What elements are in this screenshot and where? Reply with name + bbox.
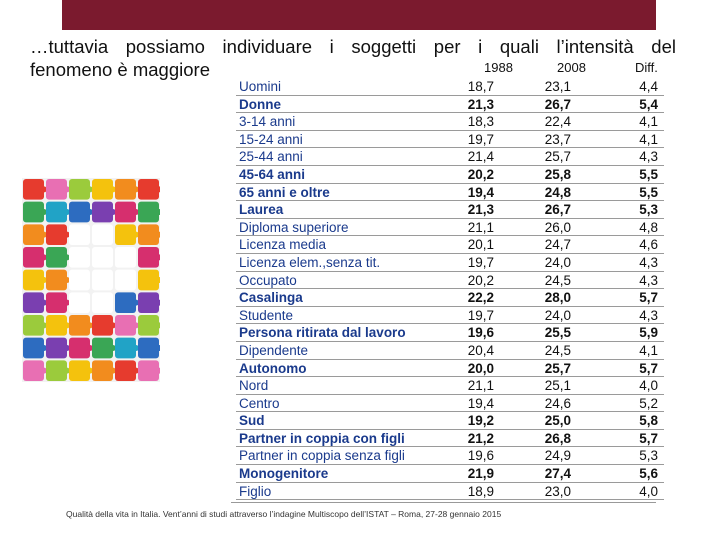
value-1988: 21,9 — [467, 466, 494, 482]
table-row — [236, 377, 664, 395]
puzzle-piece — [138, 360, 159, 381]
table-row — [236, 483, 664, 501]
puzzle-piece — [69, 202, 90, 223]
table-row — [236, 219, 664, 237]
value-1988: 19,4 — [467, 184, 494, 200]
value-2008: 24,8 — [544, 184, 571, 200]
puzzle-piece — [138, 202, 159, 223]
puzzle-piece — [46, 247, 67, 268]
value-2008: 28,0 — [544, 290, 571, 306]
table-row — [236, 148, 664, 166]
value-2008: 24,7 — [544, 237, 571, 253]
table-header — [231, 58, 665, 76]
value-diff: 4,0 — [639, 378, 658, 394]
value-1988: 21,3 — [467, 96, 494, 112]
puzzle-piece — [46, 270, 67, 291]
puzzle-piece — [115, 202, 136, 223]
puzzle-piece — [46, 292, 67, 313]
heading-line-2: fenomeno è maggiore — [30, 59, 210, 80]
puzzle-piece — [138, 292, 159, 313]
puzzle-piece — [138, 247, 159, 268]
row-label: Licenza media — [239, 237, 327, 253]
puzzle-piece — [92, 360, 113, 381]
value-1988: 21,1 — [467, 378, 494, 394]
row-label: Casalinga — [239, 290, 303, 306]
value-2008: 23,1 — [544, 79, 571, 94]
puzzle-piece — [46, 202, 67, 223]
row-label: 15-24 anni — [239, 131, 303, 147]
table-row — [236, 131, 664, 149]
puzzle-piece — [92, 224, 113, 245]
row-label: Partner in coppia con figli — [239, 430, 405, 446]
value-diff: 5,9 — [639, 325, 658, 341]
puzzle-piece — [23, 247, 44, 268]
row-label: Studente — [239, 307, 294, 323]
puzzle-piece — [69, 270, 90, 291]
value-diff: 4,3 — [639, 149, 658, 165]
puzzle-piece — [115, 338, 136, 359]
value-2008: 25,7 — [544, 149, 571, 165]
value-2008: 23,7 — [544, 131, 571, 147]
puzzle-piece — [138, 338, 159, 359]
puzzle-piece — [115, 270, 136, 291]
table-row — [236, 465, 664, 483]
row-label: Figlio — [239, 483, 272, 499]
table-row — [236, 430, 664, 448]
puzzle-piece — [115, 247, 136, 268]
value-1988: 21,4 — [467, 149, 494, 165]
puzzle-piece — [23, 224, 44, 245]
table-row — [236, 412, 664, 430]
puzzle-image — [22, 178, 160, 382]
table-row — [236, 272, 664, 290]
puzzle-piece — [92, 338, 113, 359]
puzzle-piece — [69, 224, 90, 245]
value-1988: 20,4 — [467, 342, 494, 358]
value-diff: 5,2 — [639, 395, 658, 411]
value-diff: 5,5 — [639, 184, 658, 200]
value-diff: 4,1 — [639, 342, 658, 358]
column-header-diff: Diff. — [635, 60, 658, 75]
puzzle-piece — [69, 338, 90, 359]
row-label: Monogenitore — [239, 466, 329, 482]
value-1988: 21,2 — [467, 430, 494, 446]
value-1988: 19,7 — [467, 307, 494, 323]
table-row — [236, 307, 664, 325]
value-diff: 5,5 — [639, 166, 658, 182]
value-2008: 26,0 — [544, 219, 571, 235]
puzzle-piece — [46, 179, 67, 200]
table-row — [236, 96, 664, 114]
value-1988: 19,7 — [467, 254, 494, 270]
table-row — [236, 201, 664, 219]
row-label: Dipendente — [239, 342, 309, 358]
puzzle-piece — [138, 270, 159, 291]
puzzle-piece — [23, 270, 44, 291]
puzzle-piece — [69, 360, 90, 381]
puzzle-piece — [69, 247, 90, 268]
value-1988: 18,3 — [467, 114, 494, 130]
puzzle-piece — [115, 292, 136, 313]
value-2008: 22,4 — [544, 114, 571, 130]
value-1988: 18,9 — [467, 483, 494, 499]
puzzle-piece — [92, 247, 113, 268]
value-2008: 24,5 — [544, 272, 571, 288]
puzzle-piece — [23, 292, 44, 313]
table-row — [236, 184, 664, 202]
row-label: Persona ritirata dal lavoro — [239, 325, 406, 341]
footer-citation: Qualità della vita in Italia. Vent’anni di studi attraverso l’indagine Multiscopo dell’ISTAT – Roma, 27-28 gennaio 2015 — [66, 509, 502, 519]
value-1988: 20,1 — [467, 237, 494, 253]
puzzle-piece — [92, 202, 113, 223]
puzzle-piece — [115, 360, 136, 381]
puzzle-pieces-graphic — [22, 178, 160, 382]
value-diff: 5,7 — [639, 290, 658, 306]
puzzle-piece — [46, 315, 67, 336]
value-1988: 20,0 — [467, 360, 494, 376]
value-1988: 18,7 — [467, 79, 494, 94]
puzzle-piece — [69, 292, 90, 313]
value-2008: 26,7 — [544, 96, 571, 112]
row-label: 65 anni e oltre — [239, 184, 330, 200]
puzzle-piece — [69, 179, 90, 200]
table-row — [236, 166, 664, 184]
puzzle-piece — [23, 179, 44, 200]
puzzle-piece — [23, 338, 44, 359]
value-2008: 24,5 — [544, 342, 571, 358]
table-row — [236, 447, 664, 465]
value-diff: 5,3 — [639, 448, 658, 464]
puzzle-piece — [46, 338, 67, 359]
value-1988: 19,7 — [467, 131, 494, 147]
row-label: Partner in coppia senza figli — [239, 448, 405, 464]
row-label: Occupato — [239, 272, 297, 288]
row-label: Licenza elem.,senza tit. — [239, 254, 381, 270]
value-1988: 19,2 — [467, 413, 494, 429]
puzzle-piece — [46, 224, 67, 245]
value-2008: 25,7 — [544, 360, 571, 376]
value-2008: 25,1 — [544, 378, 571, 394]
value-diff: 4,3 — [639, 254, 658, 270]
column-header-2008: 2008 — [557, 60, 586, 75]
value-1988: 19,6 — [467, 448, 494, 464]
puzzle-piece — [115, 315, 136, 336]
value-diff: 5,7 — [639, 360, 658, 376]
puzzle-piece — [115, 224, 136, 245]
header-bar — [62, 0, 656, 30]
row-label: Autonomo — [239, 360, 307, 376]
table-row — [236, 360, 664, 378]
footer-divider — [231, 502, 656, 503]
value-1988: 19,4 — [467, 395, 494, 411]
value-2008: 26,8 — [544, 430, 571, 446]
puzzle-piece — [92, 270, 113, 291]
value-diff: 4,1 — [639, 114, 658, 130]
puzzle-piece — [23, 202, 44, 223]
row-label: Donne — [239, 96, 281, 112]
puzzle-piece — [138, 315, 159, 336]
value-2008: 24,6 — [544, 395, 571, 411]
value-diff: 4,0 — [639, 483, 658, 499]
table-row — [236, 324, 664, 342]
puzzle-piece — [46, 360, 67, 381]
value-2008: 24,0 — [544, 254, 571, 270]
value-1988: 20,2 — [467, 166, 494, 182]
row-label: Uomini — [239, 79, 282, 94]
value-2008: 25,8 — [544, 166, 571, 182]
row-label: Nord — [239, 378, 269, 394]
puzzle-piece — [23, 315, 44, 336]
value-diff: 4,1 — [639, 131, 658, 147]
value-1988: 19,6 — [467, 325, 494, 341]
value-1988: 22,2 — [467, 290, 494, 306]
value-2008: 25,5 — [544, 325, 571, 341]
value-1988: 21,3 — [467, 202, 494, 218]
row-label: Diploma superiore — [239, 219, 349, 235]
column-header-1988: 1988 — [484, 60, 513, 75]
row-label: Sud — [239, 413, 265, 429]
puzzle-piece — [115, 179, 136, 200]
table-row — [236, 289, 664, 307]
table-row — [236, 395, 664, 413]
value-2008: 24,9 — [544, 448, 571, 464]
value-1988: 20,2 — [467, 272, 494, 288]
table-row — [236, 254, 664, 272]
row-label: 25-44 anni — [239, 149, 303, 165]
value-2008: 26,7 — [544, 202, 571, 218]
row-label: Centro — [239, 395, 280, 411]
table-row — [236, 78, 664, 96]
value-diff: 4,3 — [639, 307, 658, 323]
value-2008: 27,4 — [544, 466, 571, 482]
puzzle-piece — [69, 315, 90, 336]
value-diff: 4,3 — [639, 272, 658, 288]
table-row — [236, 342, 664, 360]
value-diff: 5,8 — [639, 413, 658, 429]
value-2008: 24,0 — [544, 307, 571, 323]
value-diff: 5,6 — [639, 466, 658, 482]
value-2008: 23,0 — [544, 483, 571, 499]
puzzle-piece — [92, 315, 113, 336]
value-diff: 5,3 — [639, 202, 658, 218]
table-row — [236, 236, 664, 254]
value-diff: 4,8 — [639, 219, 658, 235]
row-label: 3-14 anni — [239, 114, 296, 130]
puzzle-piece — [138, 179, 159, 200]
table-row — [236, 113, 664, 131]
puzzle-piece — [23, 360, 44, 381]
value-diff: 5,4 — [639, 96, 658, 112]
value-diff: 4,4 — [639, 79, 658, 94]
value-diff: 5,7 — [639, 430, 658, 446]
puzzle-piece — [92, 292, 113, 313]
value-1988: 21,1 — [467, 219, 494, 235]
data-table — [231, 58, 665, 506]
puzzle-piece — [92, 179, 113, 200]
puzzle-piece — [138, 224, 159, 245]
table-body — [236, 78, 664, 500]
heading-line-1: …tuttavia possiamo individuare i soggetti per i quali l’intensità del — [30, 36, 676, 57]
row-label: 45-64 anni — [239, 166, 306, 182]
value-2008: 25,0 — [544, 413, 571, 429]
value-diff: 4,6 — [639, 237, 658, 253]
row-label: Laurea — [239, 202, 284, 218]
